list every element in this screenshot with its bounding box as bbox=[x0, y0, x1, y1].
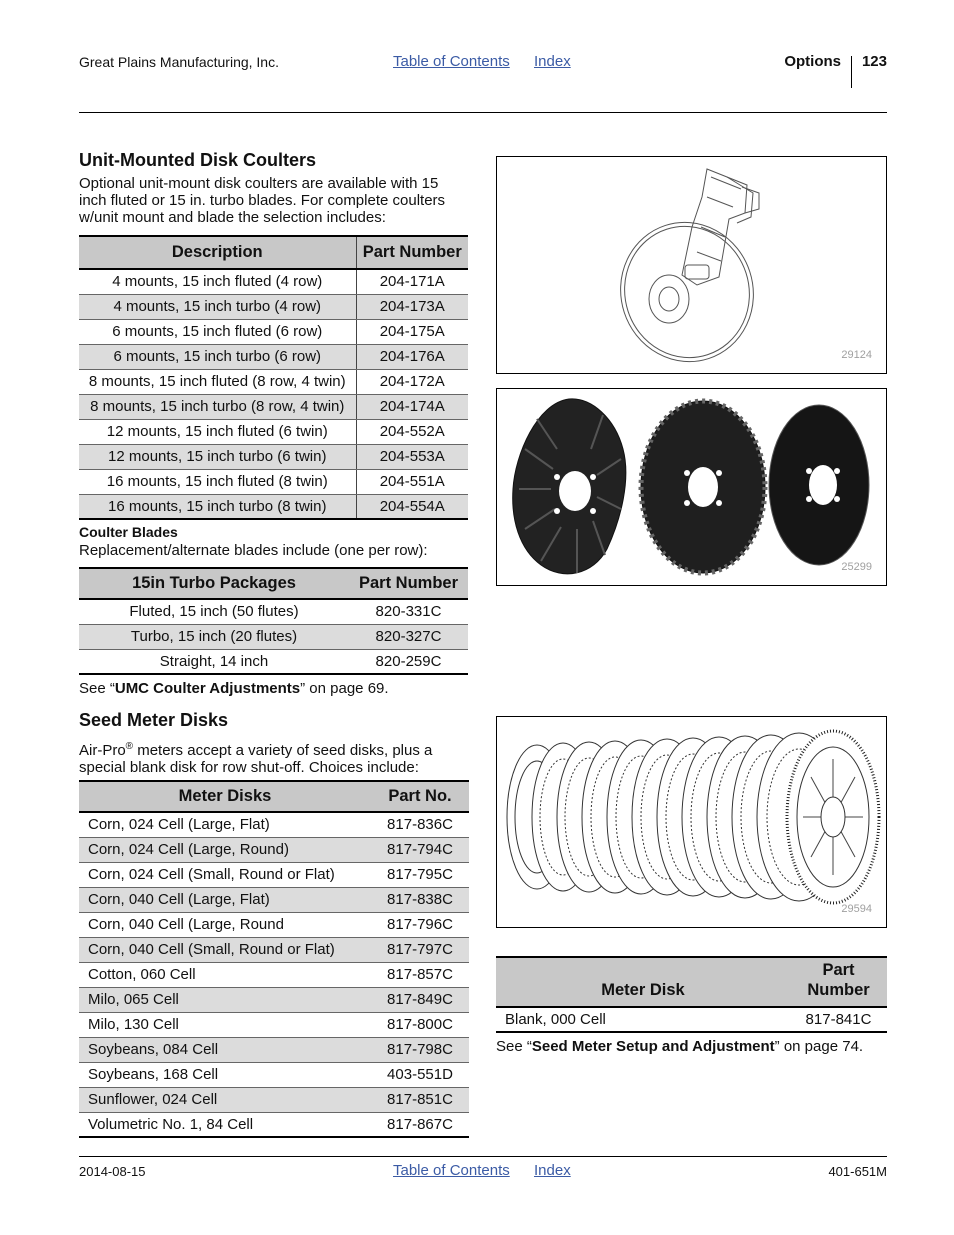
cell-description: 12 mounts, 15 inch turbo (6 twin) bbox=[79, 444, 356, 469]
col-header-meter-disks: Meter Disks bbox=[79, 781, 371, 812]
cell-description: Soybeans, 084 Cell bbox=[79, 1037, 371, 1062]
coulter-blades-intro: Replacement/alternate blades include (one per row): bbox=[79, 542, 428, 559]
see-prefix: See “ bbox=[496, 1038, 532, 1055]
cell-description: Corn, 040 Cell (Small, Round or Flat) bbox=[79, 937, 371, 962]
see-suffix: ” on page 69. bbox=[300, 680, 389, 697]
table-row bbox=[79, 394, 468, 419]
see-ref-link[interactable]: UMC Coulter Adjustments bbox=[114, 680, 301, 697]
seed-meter-heading: Seed Meter Disks bbox=[79, 710, 229, 730]
cell-description: Corn, 040 Cell (Large, Flat) bbox=[79, 887, 371, 912]
cell-description: Volumetric No. 1, 84 Cell bbox=[79, 1112, 371, 1137]
col-header-part-number bbox=[790, 957, 887, 1007]
table-row bbox=[79, 444, 468, 469]
coulter-assembly-figure bbox=[496, 156, 887, 374]
cell-part-number: 403-551D bbox=[371, 1062, 469, 1087]
table-row bbox=[79, 937, 469, 962]
coulter-blades-drawing bbox=[497, 389, 886, 585]
cell-part-number: 204-551A bbox=[356, 469, 468, 494]
seed-meter-intro bbox=[79, 738, 463, 776]
header-rule bbox=[79, 112, 887, 113]
cell-part-number: 817-838C bbox=[371, 887, 469, 912]
cell-part-number: 204-176A bbox=[356, 344, 468, 369]
cell-description: 6 mounts, 15 inch turbo (6 row) bbox=[79, 344, 356, 369]
header-index-link[interactable]: Index bbox=[534, 53, 571, 70]
cell-description: 8 mounts, 15 inch turbo (8 row, 4 twin) bbox=[79, 394, 356, 419]
cell-description: 4 mounts, 15 inch turbo (4 row) bbox=[79, 294, 356, 319]
figure-number: 29594 bbox=[841, 903, 872, 915]
cell-description: 6 mounts, 15 inch fluted (6 row) bbox=[79, 319, 356, 344]
table-row bbox=[79, 862, 469, 887]
table-row bbox=[79, 624, 468, 649]
cell-part-number: 817-795C bbox=[371, 862, 469, 887]
footer-toc-link[interactable]: Table of Contents bbox=[393, 1162, 510, 1179]
col-header-part-line-1: Part bbox=[822, 961, 855, 979]
coulters-intro: Optional unit-mount disk coulters are available with 15 inch fluted or 15 in. turbo blades. For complete coulters w/unit mount and blade the selection includes: bbox=[79, 175, 446, 226]
cell-part-number: 817-798C bbox=[371, 1037, 469, 1062]
table-header-row bbox=[79, 568, 468, 599]
seed-see-reference bbox=[496, 1038, 863, 1055]
coulter-blades-heading: Coulter Blades bbox=[79, 524, 178, 540]
cell-part-number: 817-796C bbox=[371, 912, 469, 937]
table-header-row bbox=[79, 236, 468, 269]
cell-description: Fluted, 15 inch (50 flutes) bbox=[79, 599, 349, 624]
cell-description: Milo, 130 Cell bbox=[79, 1012, 371, 1037]
table-row bbox=[79, 419, 468, 444]
cell-description: 4 mounts, 15 inch fluted (4 row) bbox=[79, 269, 356, 294]
cell-description: Straight, 14 inch bbox=[79, 649, 349, 674]
cell-part-number: 817-836C bbox=[371, 812, 469, 837]
cell-description: 8 mounts, 15 inch fluted (8 row, 4 twin) bbox=[79, 369, 356, 394]
col-header-part-number: Part Number bbox=[349, 568, 468, 599]
footer-doc-number: 401-651M bbox=[828, 1164, 887, 1179]
table-row bbox=[79, 369, 468, 394]
cell-part-number: 820-327C bbox=[349, 624, 468, 649]
table-row bbox=[79, 269, 468, 294]
table-row bbox=[79, 1012, 469, 1037]
cell-part-number: 820-259C bbox=[349, 649, 468, 674]
col-header-part-number: Part Number bbox=[356, 236, 468, 269]
footer-date: 2014-08-15 bbox=[79, 1164, 146, 1179]
table-row bbox=[79, 1037, 469, 1062]
table-row bbox=[79, 837, 469, 862]
table-row bbox=[79, 469, 468, 494]
table-row bbox=[79, 494, 468, 519]
coulter-assembly-drawing bbox=[497, 157, 886, 373]
coulters-heading: Unit-Mounted Disk Coulters bbox=[79, 150, 316, 170]
see-suffix: ” on page 74. bbox=[774, 1038, 864, 1055]
cell-part-number: 204-174A bbox=[356, 394, 468, 419]
cell-description: Milo, 065 Cell bbox=[79, 987, 371, 1012]
cell-description: Blank, 000 Cell bbox=[496, 1007, 790, 1032]
cell-description: Corn, 024 Cell (Small, Round or Flat) bbox=[79, 862, 371, 887]
cell-description: Turbo, 15 inch (20 flutes) bbox=[79, 624, 349, 649]
table-row bbox=[79, 649, 468, 674]
see-ref-link[interactable]: Seed Meter Setup and Adjustment bbox=[531, 1038, 775, 1055]
table-header-row bbox=[496, 957, 887, 1007]
table-row bbox=[79, 987, 469, 1012]
col-header-part-line-2: Number bbox=[807, 981, 870, 999]
blades-table bbox=[79, 567, 468, 675]
cell-description: 16 mounts, 15 inch turbo (8 twin) bbox=[79, 494, 356, 519]
coulter-blades-figure bbox=[496, 388, 887, 586]
cell-description: 12 mounts, 15 inch fluted (6 twin) bbox=[79, 419, 356, 444]
col-header-packages: 15in Turbo Packages bbox=[79, 568, 349, 599]
cell-description: Corn, 024 Cell (Large, Flat) bbox=[79, 812, 371, 837]
cell-part-number: 820-331C bbox=[349, 599, 468, 624]
table-row bbox=[79, 1112, 469, 1137]
table-row bbox=[79, 1062, 469, 1087]
figure-number: 29124 bbox=[841, 349, 872, 361]
page-header bbox=[79, 50, 887, 90]
seed-disks-figure bbox=[496, 716, 887, 928]
brand-name: Air-Pro bbox=[79, 742, 126, 759]
col-header-meter-disk: Meter Disk bbox=[496, 957, 790, 1007]
umc-see-reference bbox=[79, 680, 389, 697]
table-row bbox=[496, 1007, 887, 1032]
table-header-row bbox=[79, 781, 469, 812]
cell-part-number: 817-800C bbox=[371, 1012, 469, 1037]
seed-disks-drawing bbox=[497, 717, 886, 927]
table-row bbox=[79, 344, 468, 369]
figure-number: 25299 bbox=[841, 561, 872, 573]
company-name: Great Plains Manufacturing, Inc. bbox=[79, 54, 279, 70]
cell-part-number: 817-867C bbox=[371, 1112, 469, 1137]
col-header-description: Description bbox=[79, 236, 356, 269]
page-number: 123 bbox=[861, 53, 887, 70]
cell-part-number: 204-173A bbox=[356, 294, 468, 319]
registered-mark: ® bbox=[125, 741, 134, 752]
footer-rule bbox=[79, 1156, 887, 1157]
cell-part-number: 204-554A bbox=[356, 494, 468, 519]
section-name: Options bbox=[784, 53, 841, 70]
cell-part-number: 204-553A bbox=[356, 444, 468, 469]
cell-part-number: 817-851C bbox=[371, 1087, 469, 1112]
table-row bbox=[79, 1087, 469, 1112]
table-row bbox=[79, 812, 469, 837]
blank-disk-table bbox=[496, 956, 887, 1033]
table-row bbox=[79, 599, 468, 624]
cell-part-number: 204-175A bbox=[356, 319, 468, 344]
table-row bbox=[79, 962, 469, 987]
col-header-part-no: Part No. bbox=[371, 781, 469, 812]
cell-part-number: 204-171A bbox=[356, 269, 468, 294]
cell-description: 16 mounts, 15 inch fluted (8 twin) bbox=[79, 469, 356, 494]
cell-part-number: 817-857C bbox=[371, 962, 469, 987]
cell-description: Corn, 024 Cell (Large, Round) bbox=[79, 837, 371, 862]
header-divider bbox=[851, 56, 852, 88]
intro-text: meters accept a variety of seed disks, plus a special blank disk for row shut-off. Choices include: bbox=[79, 742, 433, 776]
cell-description: Corn, 040 Cell (Large, Round bbox=[79, 912, 371, 937]
table-row bbox=[79, 294, 468, 319]
cell-part-number: 204-172A bbox=[356, 369, 468, 394]
cell-part-number: 817-849C bbox=[371, 987, 469, 1012]
cell-description: Sunflower, 024 Cell bbox=[79, 1087, 371, 1112]
table-row bbox=[79, 912, 469, 937]
cell-part-number: 817-797C bbox=[371, 937, 469, 962]
cell-description: Cotton, 060 Cell bbox=[79, 962, 371, 987]
meter-disks-table bbox=[79, 780, 469, 1138]
cell-part-number: 817-794C bbox=[371, 837, 469, 862]
table-row bbox=[79, 319, 468, 344]
cell-part-number: 204-552A bbox=[356, 419, 468, 444]
header-toc-link[interactable]: Table of Contents bbox=[393, 53, 510, 70]
cell-part-number: 817-841C bbox=[790, 1007, 887, 1032]
see-prefix: See “ bbox=[79, 680, 115, 697]
cell-description: Soybeans, 168 Cell bbox=[79, 1062, 371, 1087]
footer-index-link[interactable]: Index bbox=[534, 1162, 571, 1179]
table-row bbox=[79, 887, 469, 912]
coulters-table bbox=[79, 235, 468, 520]
